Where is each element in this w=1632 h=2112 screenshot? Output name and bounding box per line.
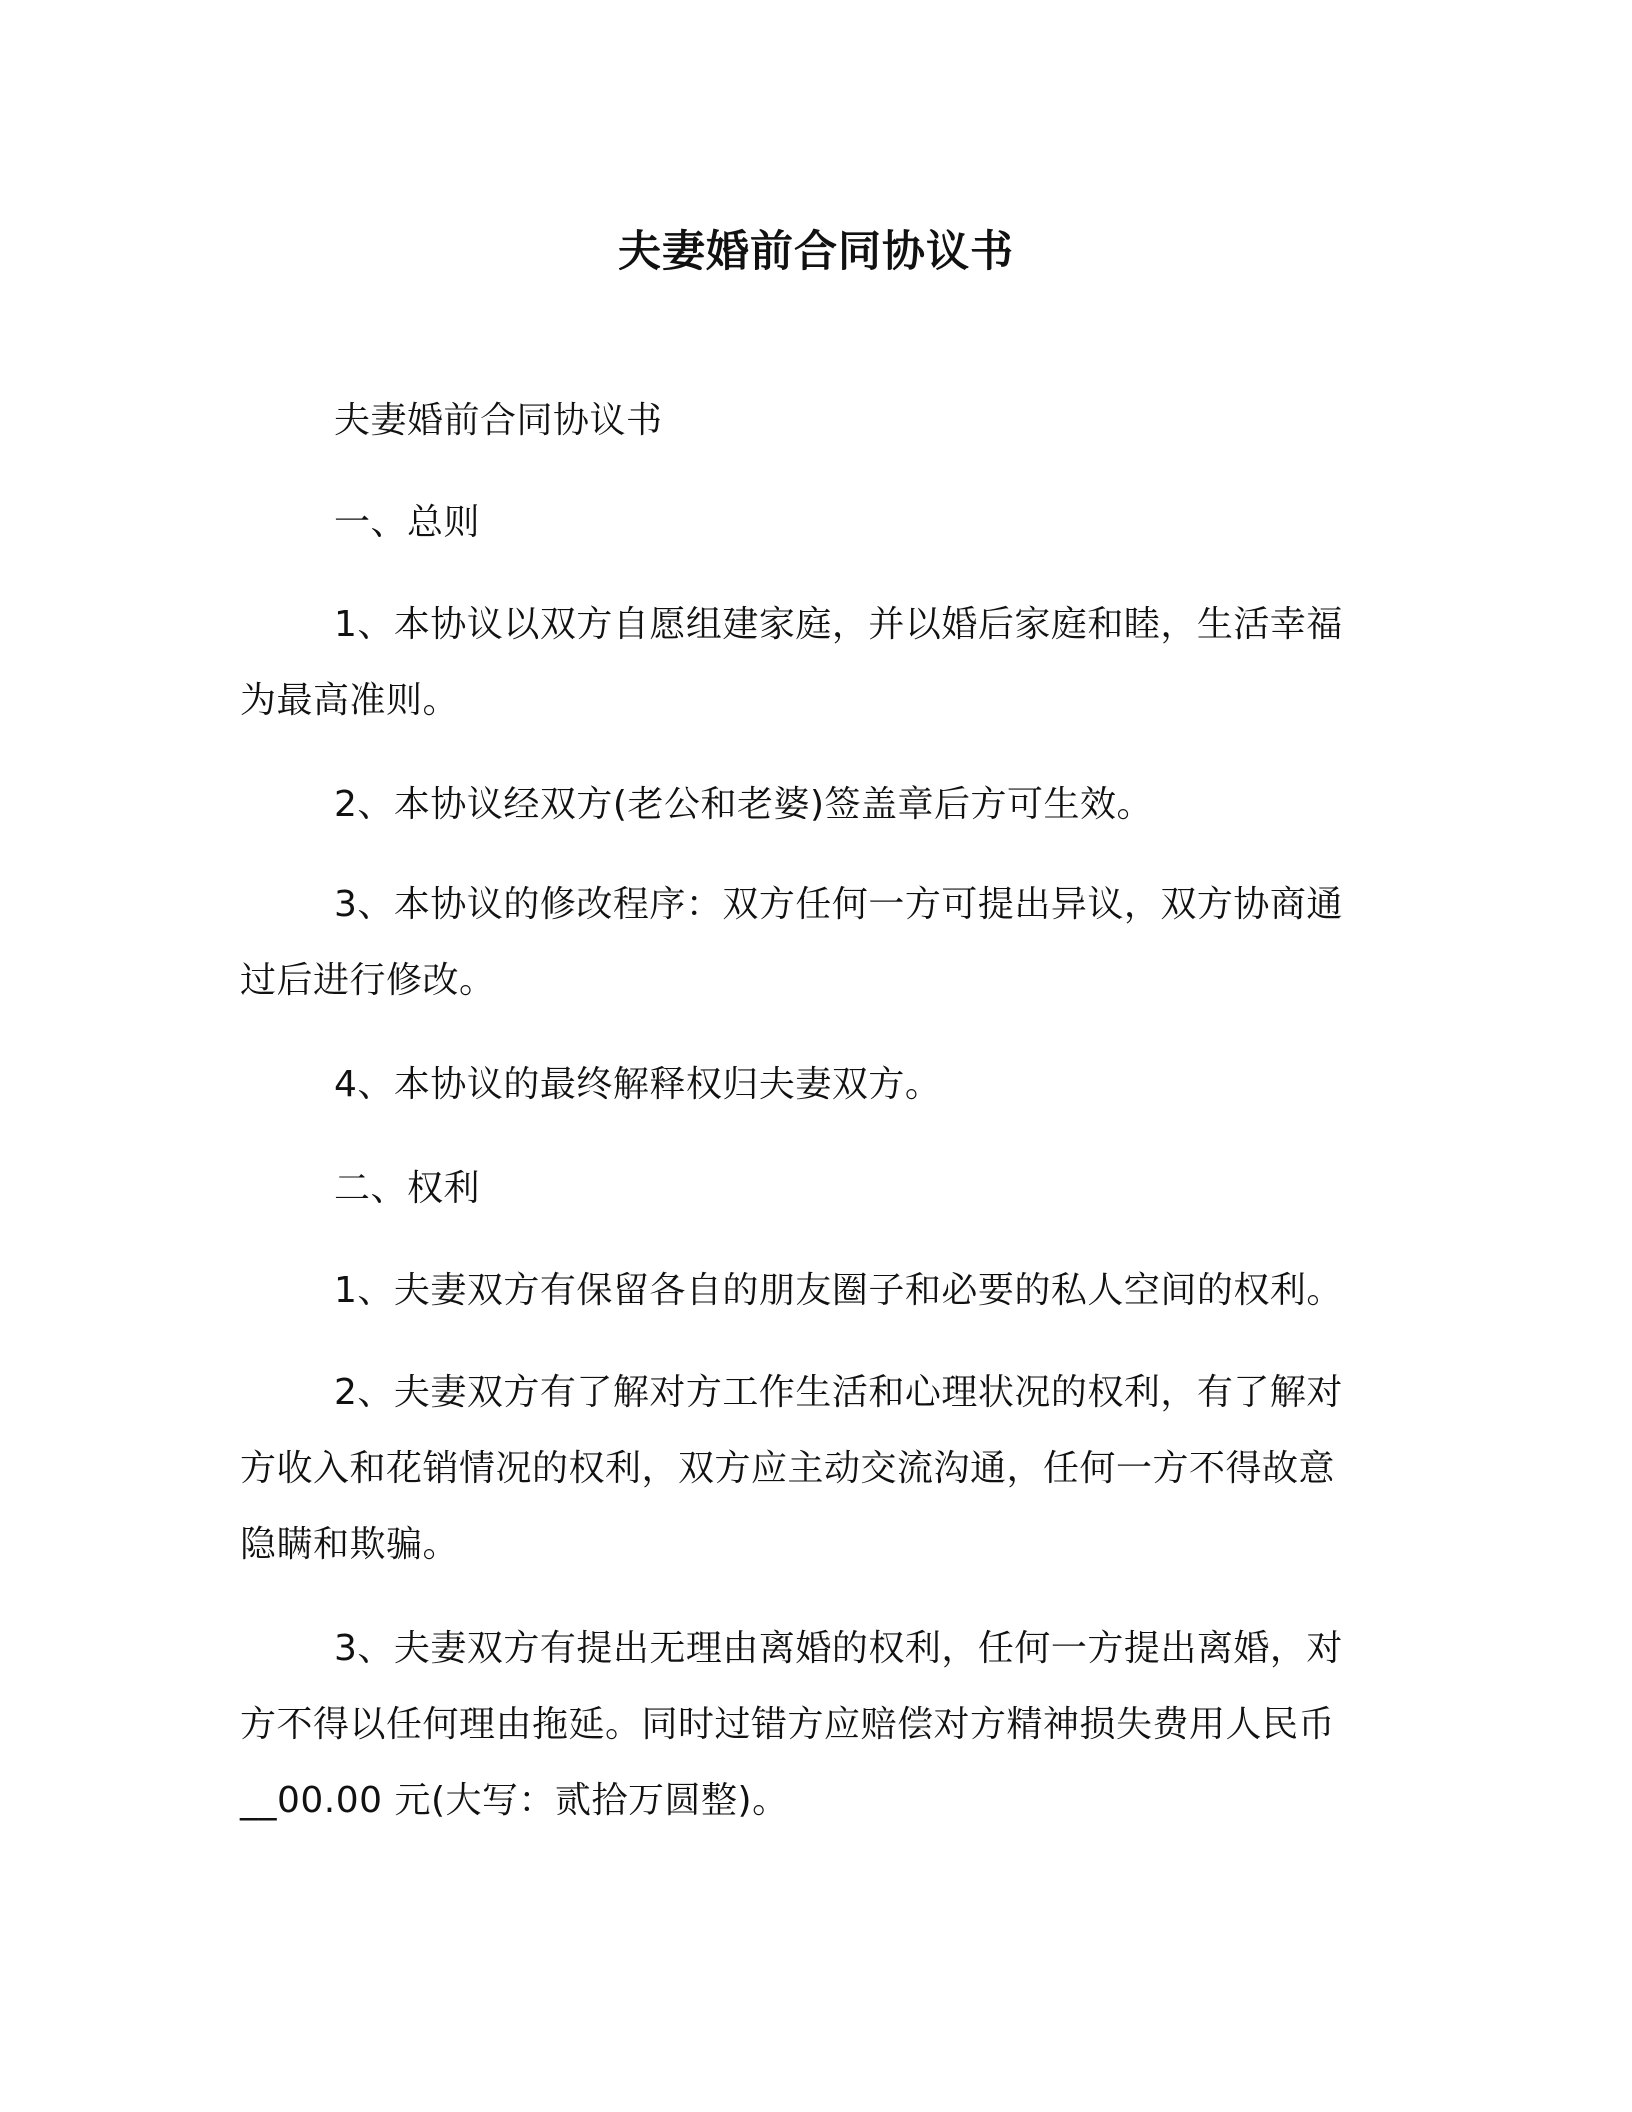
rights-clause-3-line-1: 3、夫妻双方有提出无理由离婚的权利，任何一方提出离婚，对	[334, 1628, 1343, 1669]
rights-clause-2-line-3: 隐瞒和欺骗。	[240, 1524, 460, 1565]
section-heading-general: 一、总则	[334, 502, 481, 543]
rights-clause-2-line-2: 方收入和花销情况的权利，双方应主动交流沟通，任何一方不得故意	[240, 1448, 1336, 1489]
rights-clause-2-line-1: 2、夫妻双方有了解对方工作生活和心理状况的权利，有了解对	[334, 1372, 1343, 1413]
document-subtitle: 夫妻婚前合同协议书	[334, 400, 663, 441]
rights-clause-3-line-3: __00.00 元(大写：贰拾万圆整)。	[240, 1780, 789, 1821]
document-title: 夫妻婚前合同协议书	[618, 227, 1014, 277]
general-clause-3-line-2: 过后进行修改。	[240, 960, 496, 1001]
rights-clause-1: 1、夫妻双方有保留各自的朋友圈子和必要的私人空间的权利。	[334, 1270, 1343, 1311]
general-clause-2: 2、本协议经双方(老公和老婆)签盖章后方可生效。	[334, 784, 1153, 825]
general-clause-3-line-1: 3、本协议的修改程序：双方任何一方可提出异议，双方协商通	[334, 884, 1343, 925]
general-clause-1-line-1: 1、本协议以双方自愿组建家庭，并以婚后家庭和睦，生活幸福	[334, 604, 1343, 645]
general-clause-4: 4、本协议的最终解释权归夫妻双方。	[334, 1064, 942, 1105]
rights-clause-3-line-2: 方不得以任何理由拖延。同时过错方应赔偿对方精神损失费用人民币	[240, 1704, 1336, 1745]
section-heading-rights: 二、权利	[334, 1168, 481, 1209]
general-clause-1-line-2: 为最高准则。	[240, 680, 460, 721]
